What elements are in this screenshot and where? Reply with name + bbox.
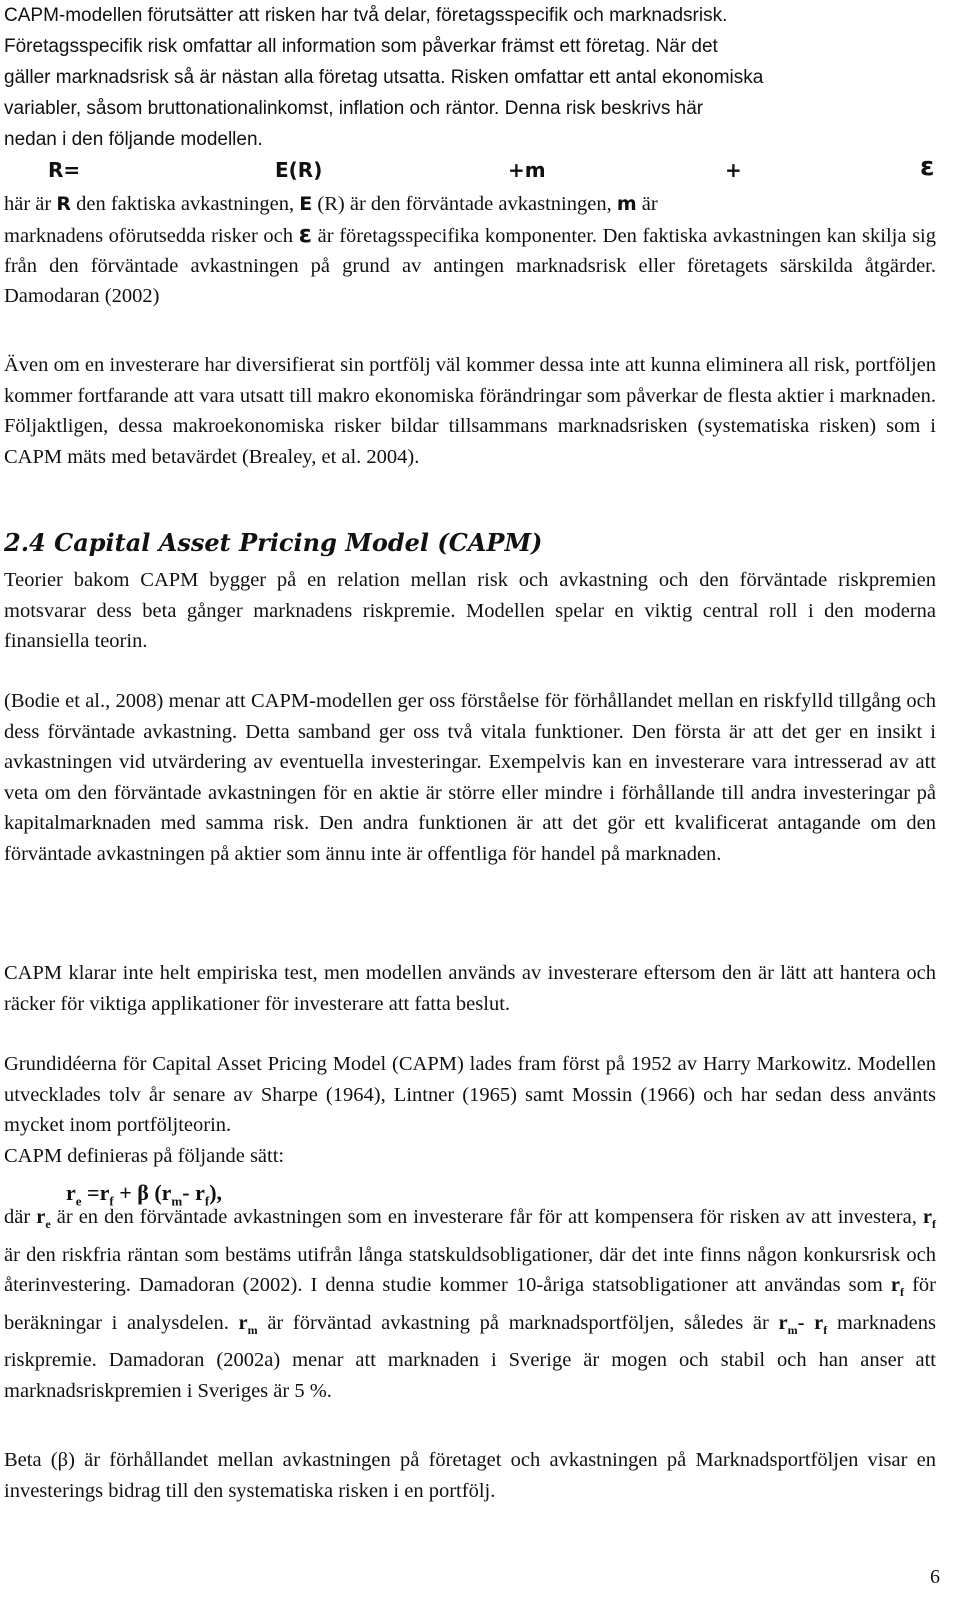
paragraph-bodie: (Bodie et al., 2008) menar att CAPM-modellen ger oss förståelse för förhållandet mellan en riskfylld tillgång och dess förväntade avkastning. Detta samband ger oss två vitala funktioner. Den första är att det ger en insikt i avkastningen vid utvärdering av eventuella investeringar. Exempelvis kan en investerare vara intresserad av att veta om den förväntade avkastningen för en aktie är större eller mindre i förhållande till andra investeringar på kapitalmarknaden med samma risk. Den andra funktionen är att det gör ett kvalificerat antagande om den förväntade avkastningen på aktier som ännu inte är offentliga för handel på marknaden. <box>4 690 936 865</box>
symbol-m: m <box>616 193 637 215</box>
intro-line: variabler, såsom bruttonationalinkomst, inflation och räntor. Denna risk beskrivs här <box>4 98 704 119</box>
text-run: är den riskfria räntan som bestäms utifrån långa statskuldsobligationer, där det inte finns någon konkursrisk och återinvestering. Damadoran (2002). I denna studie kommer 10-åriga statsobligationer att användas som <box>4 1243 936 1297</box>
intro-line: nedan i den följande modellen. <box>4 129 263 150</box>
intro-line: Företagsspecifik risk omfattar all information som påverkar främst ett företag. När det <box>4 36 718 57</box>
symbol-sub: f <box>823 1322 828 1337</box>
eq-token: - r <box>182 1180 205 1205</box>
symbol-epsilon: ε <box>298 220 313 248</box>
symbol-e: E <box>299 193 313 215</box>
symbol-dash: - <box>797 1311 815 1334</box>
symbol-rm: r <box>238 1311 248 1334</box>
text-run: är en den förväntade avkastningen som en investerare får för att kompensera för risken av att investera, <box>50 1206 923 1228</box>
intro-paragraph <box>4 0 936 155</box>
symbol-rf: r <box>890 1274 901 1297</box>
eq-token: ), <box>209 1180 223 1205</box>
intro-line: CAPM-modellen förutsätter att risken har två delar, företagsspecifik och marknadsrisk. <box>4 5 728 26</box>
paragraph-empirical: CAPM klarar inte helt empiriska test, men modellen används av investerare eftersom den är lätt att hantera och räcker för viktiga applikationer för investerare att fatta beslut. <box>4 962 936 1015</box>
text-run: är förväntad avkastning på marknadsportföljen, således är <box>257 1311 779 1334</box>
text-run: här är <box>4 193 57 215</box>
symbol-rm: r <box>778 1311 788 1334</box>
paragraph-definition-intro: CAPM definieras på följande sätt: <box>4 1145 285 1167</box>
eq-er: E(R) <box>275 158 323 182</box>
text-run: den faktiska avkastningen, <box>71 193 300 215</box>
symbol-rf: r <box>922 1206 932 1228</box>
text-run: (R) är den förväntade avkastningen, <box>312 193 617 215</box>
symbol-re: r <box>36 1206 46 1228</box>
text-run: där <box>4 1206 37 1228</box>
symbol-sub: m <box>247 1322 258 1337</box>
eq-epsilon: ε <box>920 152 935 182</box>
symbol-r: R <box>56 193 71 215</box>
eq-sub: f <box>204 1193 210 1209</box>
text-run: för beräkningar i analysdelen. <box>4 1274 936 1334</box>
eq-m: +m <box>508 158 546 182</box>
paragraph-definitions <box>4 189 936 311</box>
symbol-rf: r <box>814 1311 824 1334</box>
eq-token: r <box>66 1180 76 1205</box>
paragraph-history: Grundidéerna för Capital Asset Pricing Model (CAPM) lades fram först på 1952 av Harry Markowitz. Modellen utvecklades tolv år senare av Sharpe (1964), Lintner (1965) samt Mossin (1966) och har sedan dess använts mycket inom portföljteorin. <box>4 1053 936 1136</box>
text-run: är företagsspecifika komponenter. Den faktiska avkastningen kan skilja sig från den förväntade avkastningen på grund av antingen marknadsrisk eller företagets särskilda åtgärder. Damodaran (2002) <box>4 225 936 307</box>
eq-token: =r <box>81 1180 110 1205</box>
eq-sub: f <box>109 1193 114 1209</box>
symbol-sub: m <box>787 1322 798 1337</box>
eq-sub: m <box>171 1193 183 1209</box>
intro-line: gäller marknadsrisk så är nästan alla företag utsatta. Risken omfattar ett antal ekonomiska <box>4 67 764 88</box>
paragraph-beta: Beta (β) är förhållandet mellan avkastningen på företaget och avkastningen på Marknadsportföljen visar en investerings bidrag till den systematiska risken i en portfölj. <box>4 1449 936 1502</box>
symbol-sub: e <box>45 1217 51 1232</box>
section-heading: 2.4 Capital Asset Pricing Model (CAPM) <box>4 528 543 557</box>
eq-plus: + <box>725 158 742 182</box>
symbol-sub: f <box>932 1217 936 1232</box>
text-run: marknadens riskpremie. Damadoran (2002a) menar att marknaden i Sverige är mogen och stabil och han anser att marknadsriskpremien i Sveriges är 5 %. <box>4 1311 936 1402</box>
page-number: 6 <box>930 1566 940 1588</box>
text-run: marknadens oförutsedda risker och <box>4 225 299 247</box>
eq-token: + β (r <box>113 1180 172 1205</box>
symbol-sub: f <box>900 1285 905 1300</box>
text-run: är <box>636 193 658 215</box>
risk-equation <box>0 150 960 190</box>
paragraph-theory: Teorier bakom CAPM bygger på en relation mellan risk och avkastning och den förväntade riskpremien motsvarar dess beta gånger marknadens riskpremie. Modellen spelar en viktig central roll i den moderna finansiella teorin. <box>4 569 936 652</box>
paragraph-diversification: Även om en investerare har diversifierat sin portfölj väl kommer dessa inte att kunna eliminera all risk, portföljen kommer fortfarande att vara utsatt till makro ekonomiska förändringar som påverkar de flesta aktier i marknaden. Följaktligen, dessa makroekonomiska risker bildar tillsammans marknadsrisken (systematiska risken) som i CAPM mäts med betavärdet (Brealey, et al. 2004). <box>4 354 936 468</box>
eq-r: R= <box>48 158 81 182</box>
eq-sub: e <box>75 1193 82 1209</box>
paragraph-variables <box>4 1202 936 1406</box>
